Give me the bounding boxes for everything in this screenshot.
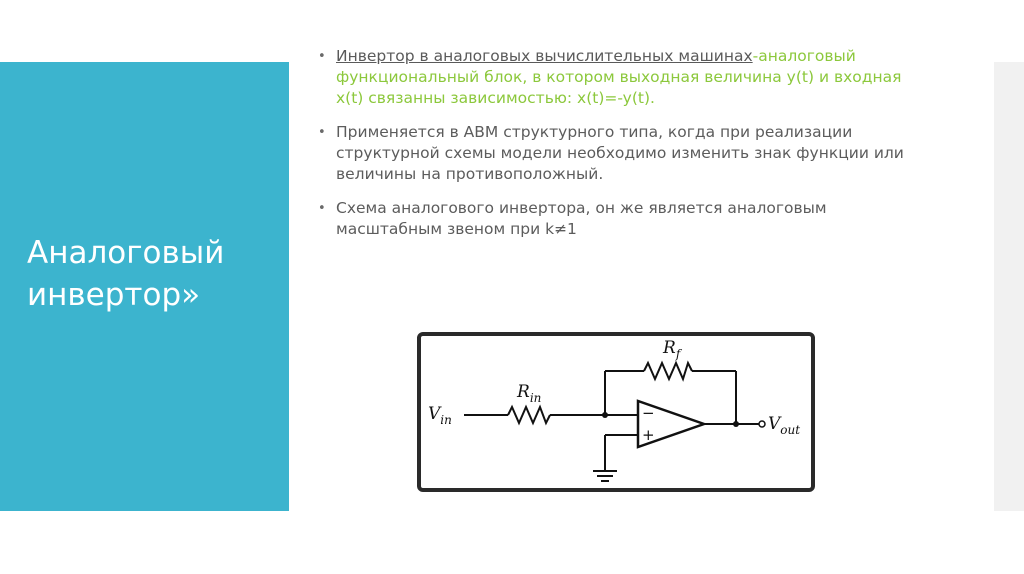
diagram-frame xyxy=(419,334,813,490)
definition-rest: -аналоговый функциональный блок, в котором выходная величина y(t) и входная x(t) связанны зависимостью: x(t)=-y(t). xyxy=(336,47,902,107)
vin-subscript: in xyxy=(440,413,452,427)
bullet-dot-icon: • xyxy=(318,125,326,140)
definition-lead: Инвертор в аналоговых вычислительных машинах xyxy=(336,47,753,65)
bullet-dot-icon: • xyxy=(318,201,326,216)
junction-node-input xyxy=(602,412,608,418)
inverter-circuit-diagram xyxy=(416,331,816,493)
plus-input-sign: + xyxy=(642,426,655,444)
vout-label: V xyxy=(768,414,781,434)
vin-label: V xyxy=(428,404,441,424)
bullet-usage xyxy=(316,122,916,185)
bullet-dot-icon: • xyxy=(318,49,326,64)
bullet-definition xyxy=(316,46,916,109)
right-edge-strip xyxy=(994,62,1024,511)
rin-subscript: in xyxy=(529,391,542,405)
bullet-list xyxy=(316,46,916,253)
output-terminal xyxy=(759,421,765,427)
scheme-text: Схема аналогового инвертора, он же является аналоговым масштабным звеном при k≠1 xyxy=(336,199,827,238)
rf-label: R xyxy=(663,338,676,358)
bullet-scheme xyxy=(316,198,916,240)
junction-node-output xyxy=(733,421,739,427)
rin-label: R xyxy=(517,382,530,402)
rf-subscript: f xyxy=(675,347,681,361)
minus-input-sign: − xyxy=(642,404,655,422)
slide-title: Аналоговый инвертор» xyxy=(27,235,225,313)
vout-subscript: out xyxy=(780,423,801,437)
usage-text: Применяется в АВМ структурного типа, когда при реализации структурной схемы модели необходимо изменить знак функции или величины на противоположный. xyxy=(336,123,904,183)
